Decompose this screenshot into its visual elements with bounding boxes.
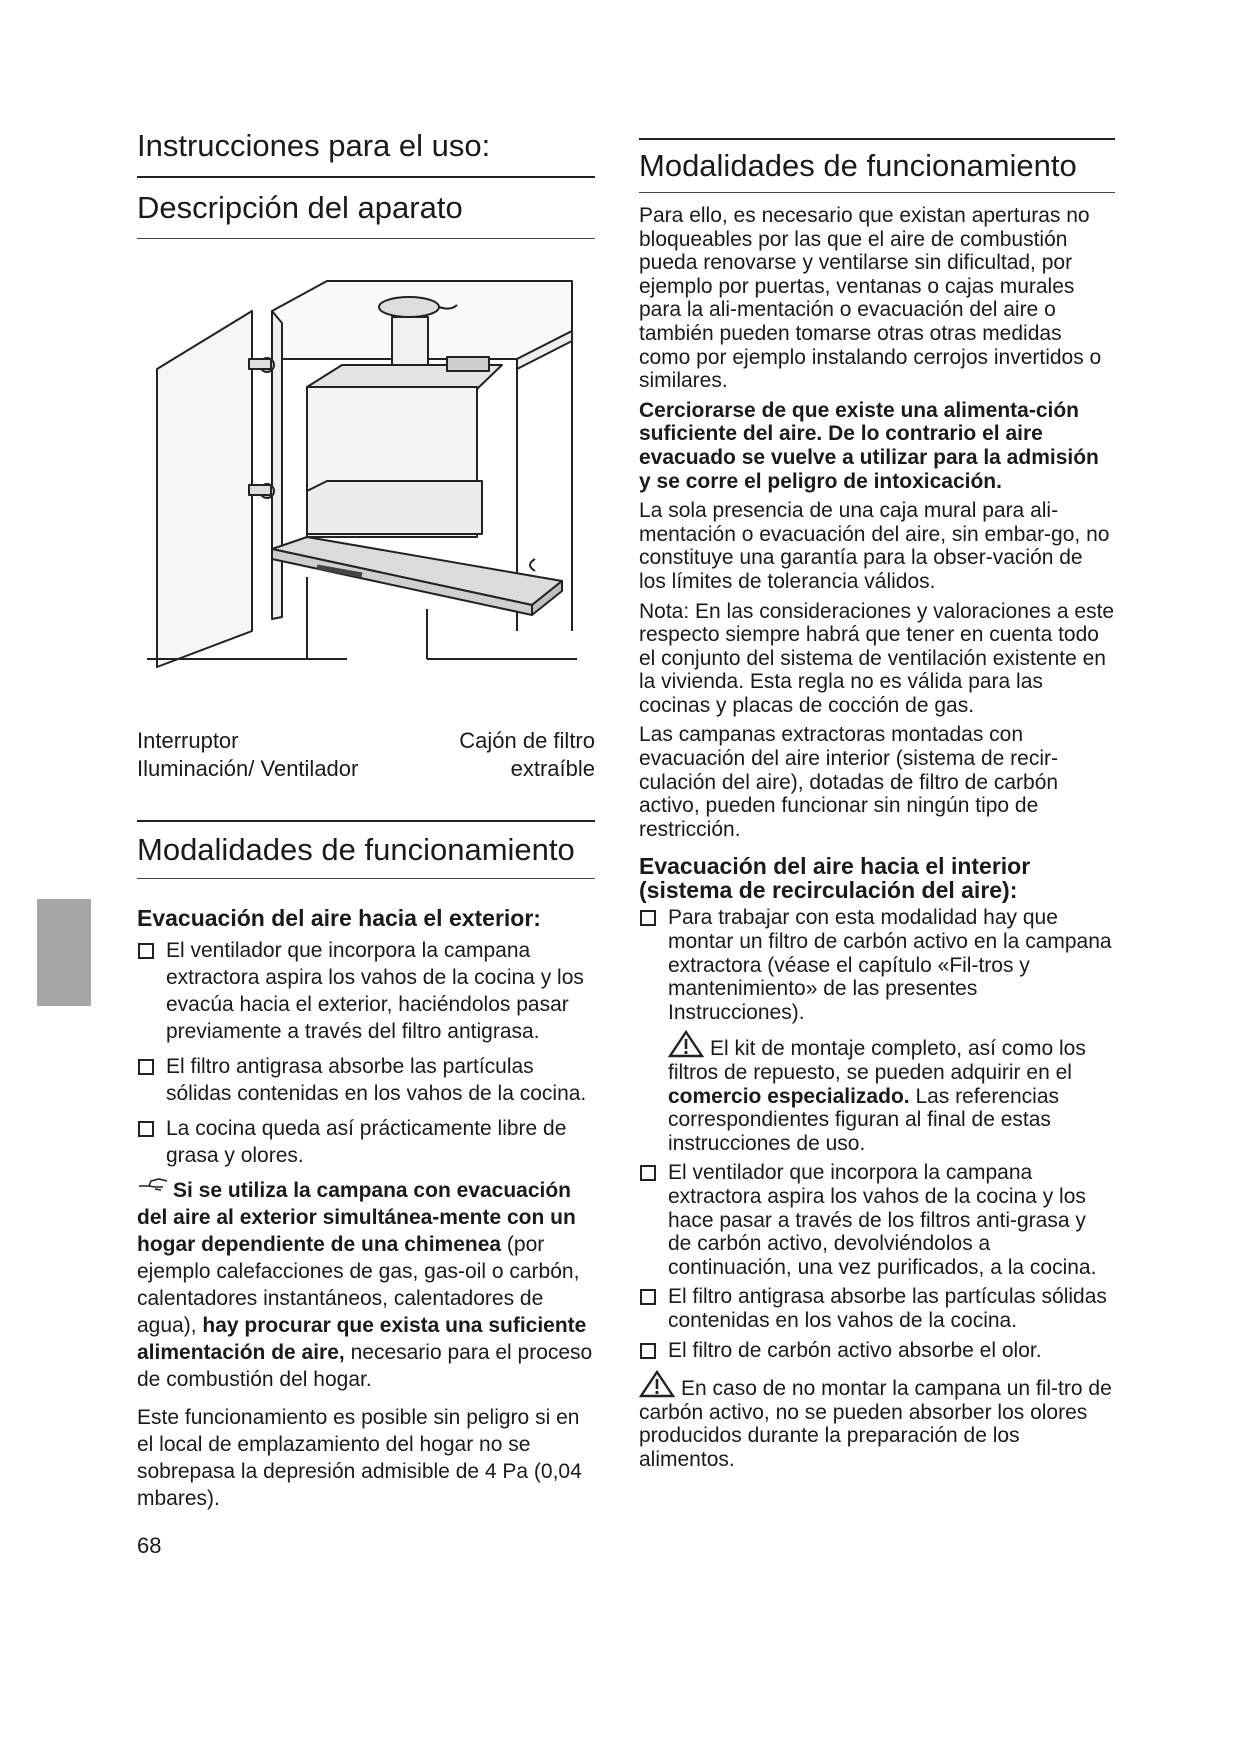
right-column	[639, 138, 1115, 1472]
interior-item: Para trabajar con esta modalidad hay que montar un filtro de carbón activo en la campana extractora (véase el capítulo «Fil-tros y mantenimiento» de las presentes Instrucciones).	[639, 906, 1115, 1024]
right-title-rule	[639, 192, 1115, 193]
pointing-hand-icon	[137, 1177, 169, 1193]
exterior-heading: Evacuación del aire hacia el exterior:	[137, 905, 541, 931]
operation-note: Este funcionamiento es posible sin peligro si en el local de emplazamiento del hogar no se sobrepasa la depresión admisible de 4 Pa (0,04 mbares).	[137, 1406, 582, 1510]
carbon-filter-warning: En caso de no montar la campana un fil-tro de carbón activo, no se pueden absorber los olores producidos durante la preparación de los alimentos.	[639, 1370, 1115, 1471]
warning-icon	[668, 1030, 704, 1058]
page-number: 68	[137, 1533, 162, 1558]
title-rule	[137, 176, 595, 178]
warning-icon	[639, 1370, 675, 1398]
modes-top-rule	[137, 820, 595, 822]
modes-title-left: Modalidades de funcionamiento	[137, 832, 575, 867]
checkbox-bullet	[138, 1059, 154, 1075]
checkbox-bullet	[640, 1289, 656, 1305]
wall-box-para: La sola presencia de una caja mural para ali-mentación o evacuación del aire, sin embar-go, no constituye una garantía para la obser-vación de los límites de tolerancia válidos.	[639, 499, 1110, 593]
checkbox-bullet	[640, 1343, 656, 1359]
right-top-rule	[639, 138, 1115, 140]
chapter-tab	[37, 899, 91, 1006]
diagram-captions	[137, 727, 595, 783]
modes-bottom-rule	[137, 878, 595, 879]
description-title: Descripción del aparato	[137, 190, 463, 225]
caption-extractable: extraíble	[510, 756, 595, 781]
checkbox-bullet	[138, 1121, 154, 1137]
interior-item: El filtro antigrasa absorbe las partículas sólidas contenidas en los vahos de la cocina.	[639, 1285, 1115, 1332]
description-rule	[137, 238, 595, 239]
exterior-item: El filtro antigrasa absorbe las partículas sólidas contenidas en los vahos de la cocina.	[137, 1053, 595, 1107]
supply-warning: Cerciorarse de que existe una alimenta-ción suficiente del aire. De lo contrario el aire evacuado se vuelve a utilizar para la admisión y se corre el peligro de intoxicación.	[639, 398, 1099, 493]
kit-warning: El kit de montaje completo, así como los filtros de repuesto, se pueden adquirir en el comercio especializado. Las referencias correspondientes figuran al final de estas instrucciones de uso.	[639, 1030, 1115, 1155]
checkbox-bullet	[640, 1165, 656, 1181]
hood-diagram	[137, 259, 577, 719]
interior-item: El filtro de carbón activo absorbe el olor.	[639, 1339, 1115, 1363]
checkbox-bullet	[640, 910, 656, 926]
exterior-item: El ventilador que incorpora la campana extractora aspira los vahos de la cocina y los evacúa hacia el exterior, haciéndolos pasar previamente a través del filtro antigrasa.	[137, 937, 595, 1045]
caption-switch: Interruptor	[137, 728, 239, 753]
manual-title: Instrucciones para el uso:	[137, 128, 491, 163]
recirculation-para: Las campanas extractoras montadas con evacuación del aire interior (sistema de recir-culación del aire), dotadas de filtro de carbón activo, pueden funcionar sin ningún tipo de restricción.	[639, 723, 1059, 841]
caption-light-fan: Iluminación/ Ventilador	[137, 756, 359, 781]
exterior-item: La cocina queda así prácticamente libre de grasa y olores.	[137, 1115, 595, 1169]
caption-filter-drawer: Cajón de filtro	[459, 728, 595, 753]
interior-item: El ventilador que incorpora la campana extractora aspira los vahos de la cocina y los hace pasar a través de los filtros anti-grasa y de carbón activo, devolviéndolos a continuación, una vez purificados, a la cocina.	[639, 1161, 1115, 1279]
modes-title-right: Modalidades de funcionamiento	[639, 148, 1077, 183]
chimney-note: Si se utiliza la campana con evacuación del aire al exterior simultánea-mente con un hogar dependiente de una chimenea (por ejemplo calefacciones de gas, gas-oil o carbón, calentadores instantáneos, calentadores de agua), hay procurar que exista una suficiente alimentación de aire, necesario para el proceso de combustión del hogar.	[137, 1179, 593, 1391]
checkbox-bullet	[138, 943, 154, 959]
interior-heading: Evacuación del aire hacia el interior (sistema de recirculación del aire):	[639, 853, 1031, 904]
note-para: Nota: En las consideraciones y valoraciones a este respecto siempre habrá que tener en cuenta todo el conjunto del sistema de ventilación existente en la vivienda. Esta regla no es válida para las cocinas y placas de cocción de gas.	[639, 599, 1115, 717]
left-column	[137, 128, 595, 1558]
ventilation-para: Para ello, es necesario que existan aperturas no bloqueables por las que el aire de combustión pueda renovarse y ventilarse sin dificultad, por ejemplo por puertas, ventanas o cajas murales para la ali-mentación o evacuación del aire o también pueden tomarse otras otras medidas como por ejemplo instalando cerrojos invertidos o similares.	[639, 204, 1102, 393]
